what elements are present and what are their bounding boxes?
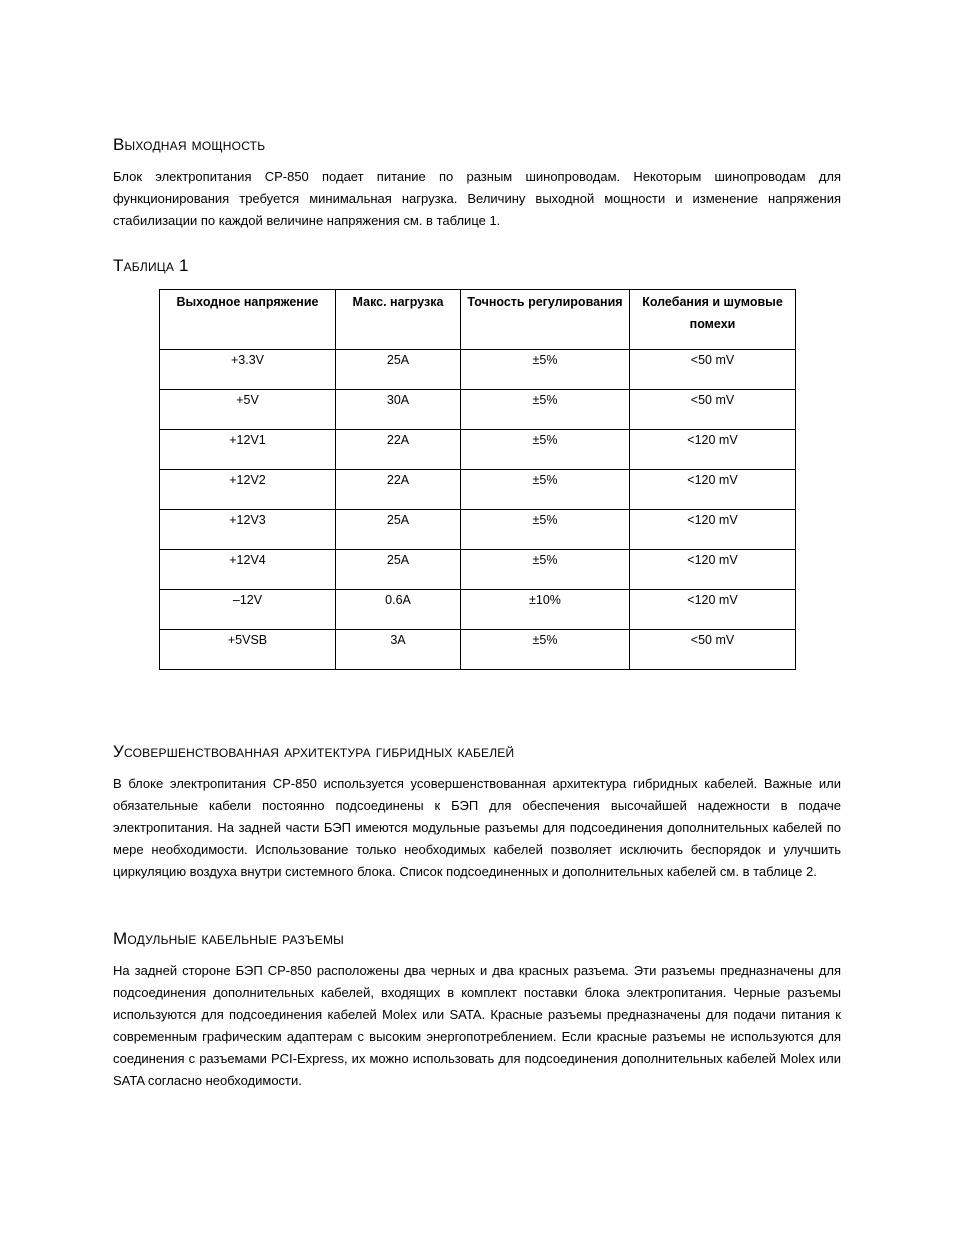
paragraph-hybrid-cables: В блоке электропитания CP-850 используется усовершенствованная архитектура гибридных кабелей. Важные или обязательные кабели постоянно подсоединены к БЭП для обеспечения высочайшей надежности в подаче электропитания. На задней части БЭП имеются модульные разъемы для подсоединения дополнительных кабелей по мере необходимости. Использование только необходимых кабелей позволяет исключить беспорядок и улучшить циркуляцию воздуха внутри системного блока. Список подсоединенных и дополнительных кабелей см. в таблице 2. (113, 776, 841, 879)
table-cell: ±5% (461, 550, 630, 590)
table-cell: 25A (336, 550, 461, 590)
column-header-ripple-noise: Колебания и шумовые помехи (630, 290, 796, 350)
table-cell: 0.6A (336, 590, 461, 630)
table-cell: +12V3 (160, 510, 336, 550)
table-cell: +3.3V (160, 350, 336, 390)
heading-modular-connectors: Модульные кабельные разъемы (113, 929, 344, 948)
table-header-row (160, 290, 796, 350)
column-header-output-voltage: Выходное напряжение (160, 290, 336, 350)
table-cell: ±5% (461, 350, 630, 390)
table-cell: –12V (160, 590, 336, 630)
table-row (160, 470, 796, 510)
table-cell: 25A (336, 350, 461, 390)
table-row (160, 430, 796, 470)
heading-output-power: Выходная мощность (113, 135, 266, 154)
table-cell: 25A (336, 510, 461, 550)
column-header-regulation: Точность регулирования (461, 290, 630, 350)
table-row (160, 350, 796, 390)
table-cell: ±5% (461, 390, 630, 430)
paragraph-modular-connectors: На задней стороне БЭП CP-850 расположены два черных и два красных разъема. Эти разъемы предназначены для подсоединения дополнительных кабелей, входящих в комплект поставки блока электропитания. Черные разъемы используются для подсоединения кабелей Molex или SATA. Красные разъемы предназначены для подачи питания к современным графическим адаптерам с высоким энергопотреблением. Если красные разъемы не используются для соединения с разъемами PCI-Express, их можно использовать для подсоединения дополнительных кабелей Molex или SATA согласно необходимости. (113, 963, 841, 1088)
output-specs-table (159, 289, 796, 670)
table-cell: 30A (336, 390, 461, 430)
table-cell: <50 mV (630, 350, 796, 390)
table-cell: <120 mV (630, 470, 796, 510)
table-row (160, 630, 796, 670)
table-cell: <120 mV (630, 590, 796, 630)
heading-hybrid-cables: Усовершенствованная архитектура гибридных кабелей (113, 742, 515, 761)
table-row (160, 590, 796, 630)
table-cell: <50 mV (630, 630, 796, 670)
table-cell: ±5% (461, 630, 630, 670)
table-cell: 22A (336, 470, 461, 510)
table-row (160, 390, 796, 430)
heading-table-1: Таблица 1 (113, 256, 189, 275)
table-cell: <50 mV (630, 390, 796, 430)
table-cell: ±10% (461, 590, 630, 630)
table-row (160, 510, 796, 550)
table-row (160, 550, 796, 590)
column-header-max-load: Макс. нагрузка (336, 290, 461, 350)
table-cell: +12V2 (160, 470, 336, 510)
table-cell: ±5% (461, 510, 630, 550)
table-cell: +5VSB (160, 630, 336, 670)
table-cell: <120 mV (630, 510, 796, 550)
table-cell: +12V4 (160, 550, 336, 590)
table-cell: 3A (336, 630, 461, 670)
paragraph-output-power: Блок электропитания CP-850 подает питание по разным шинопроводам. Некоторым шинопроводам для функционирования требуется минимальная нагрузка. Величину выходной мощности и изменение напряжения стабилизации по каждой величине напряжения см. в таблице 1. (113, 169, 841, 228)
table-cell: ±5% (461, 470, 630, 510)
table-cell: ±5% (461, 430, 630, 470)
table-cell: <120 mV (630, 430, 796, 470)
table-cell: +5V (160, 390, 336, 430)
table-cell: 22A (336, 430, 461, 470)
table-cell: +12V1 (160, 430, 336, 470)
table-cell: <120 mV (630, 550, 796, 590)
